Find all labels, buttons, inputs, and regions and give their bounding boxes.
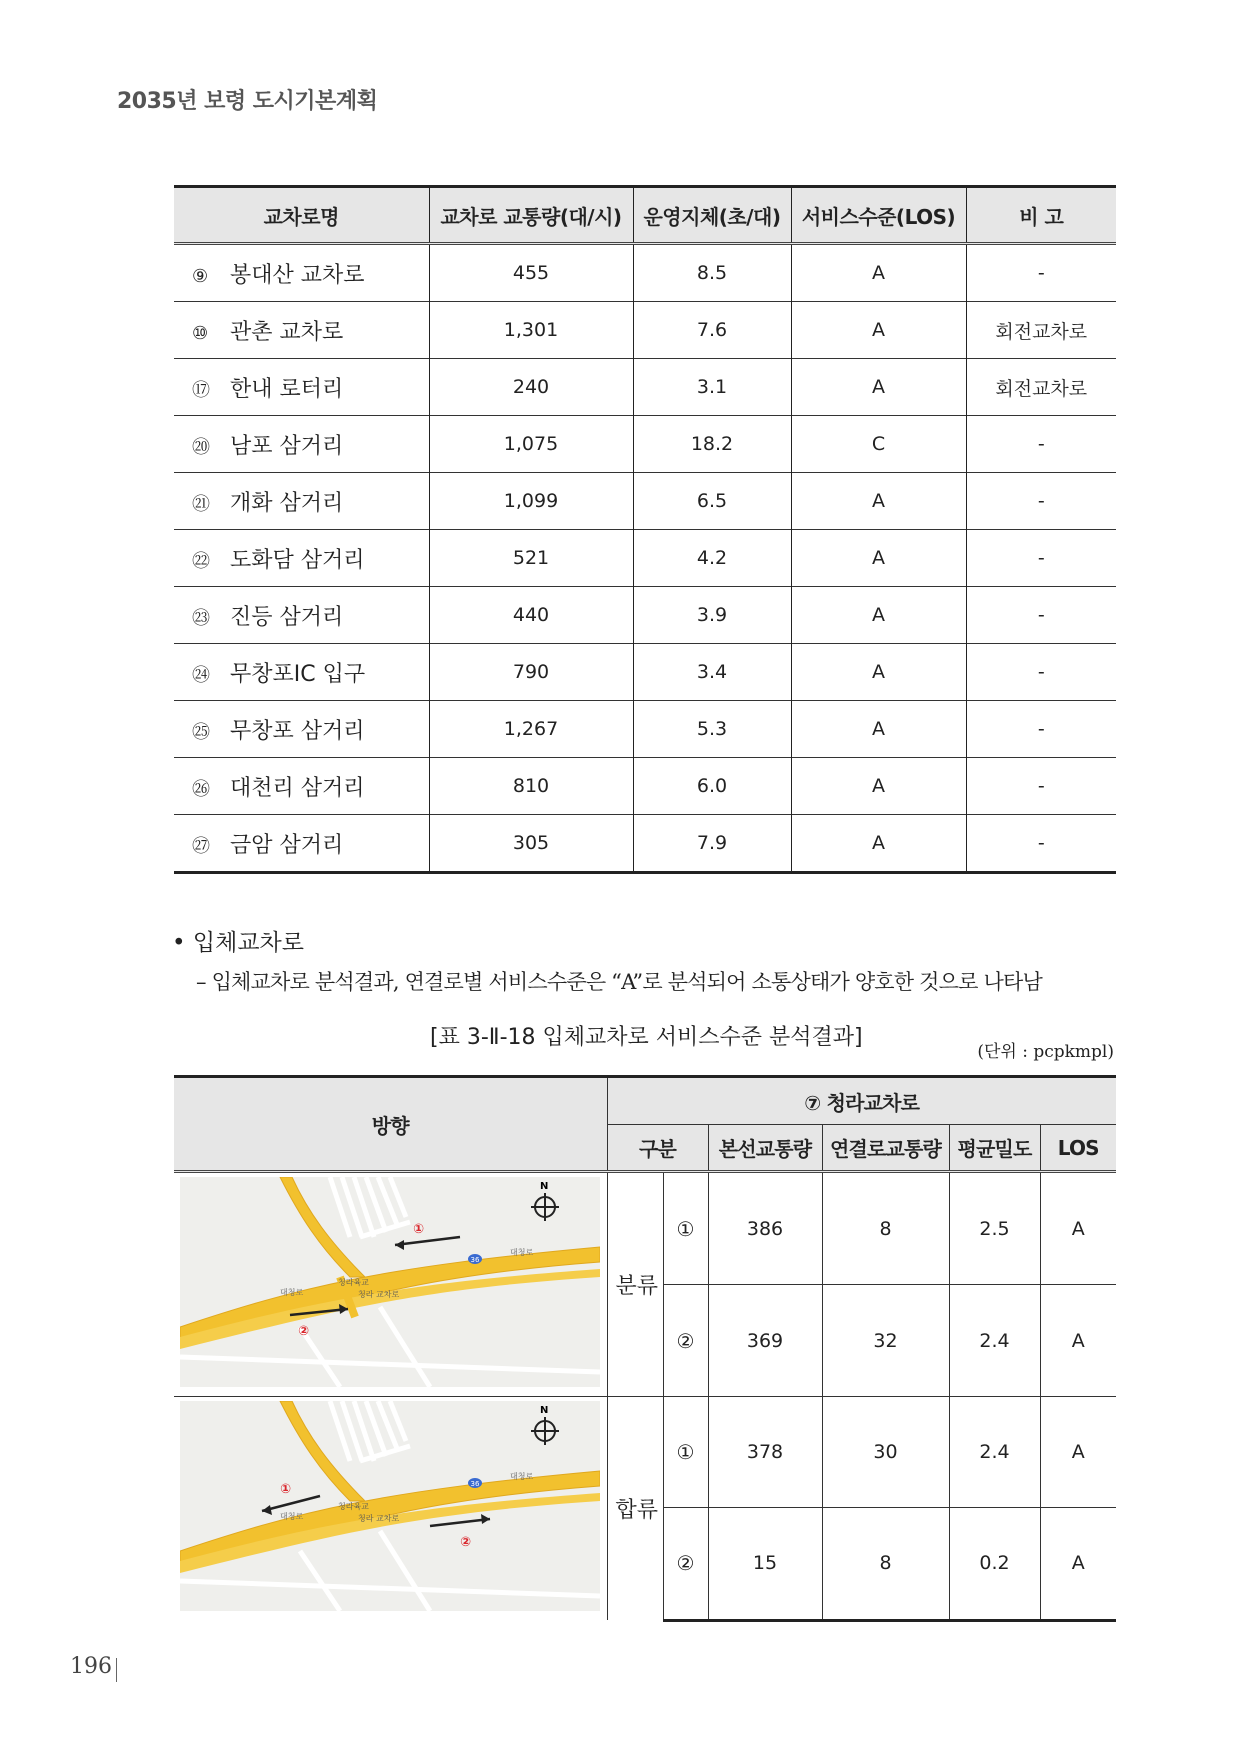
traffic-volume: 521 (429, 530, 633, 587)
ramp-volume: 32 (822, 1285, 949, 1397)
intersection-number: ㉔ (192, 664, 210, 686)
row-number: ② (676, 1328, 695, 1353)
service-level: A (791, 815, 966, 873)
table-row (174, 416, 1116, 473)
note: - (966, 644, 1116, 701)
intersection-name: 한내 로터리 (230, 376, 344, 402)
traffic-volume: 240 (429, 359, 633, 416)
intersection-name-cell (174, 815, 429, 873)
note: - (966, 758, 1116, 815)
intersection-number: ⑳ (192, 436, 210, 458)
map-road-east: 대청로 (510, 1472, 534, 1481)
intersection-name: 대천리 삼거리 (230, 775, 365, 801)
operating-delay: 8.5 (633, 244, 791, 302)
service-level: C (791, 416, 966, 473)
subheader-los: LOS (1040, 1125, 1116, 1172)
intersection-name-cell (174, 701, 429, 758)
operating-delay: 7.9 (633, 815, 791, 873)
table-row (174, 473, 1116, 530)
col-header-name: 교차로명 (174, 187, 429, 244)
intersection-number: ㉑ (192, 493, 210, 515)
service-level: A (791, 701, 966, 758)
operating-delay: 18.2 (633, 416, 791, 473)
intersection-number: ㉕ (192, 721, 210, 743)
los: A (1040, 1285, 1116, 1397)
subheader-density: 평균밀도 (949, 1125, 1040, 1172)
ramp-volume: 8 (822, 1508, 949, 1620)
operating-delay: 6.5 (633, 473, 791, 530)
operating-delay: 3.9 (633, 587, 791, 644)
intersection-los-table (174, 185, 1116, 874)
service-level: A (791, 244, 966, 302)
row-number: ① (676, 1216, 695, 1241)
intersection-name-cell (174, 530, 429, 587)
subheader-division: 구분 (607, 1125, 708, 1172)
intersection-name-cell (174, 587, 429, 644)
note: - (966, 701, 1116, 758)
service-level: A (791, 758, 966, 815)
intersection-name: 남포 삼거리 (230, 433, 344, 459)
intersection-name-cell (174, 473, 429, 530)
intersection-name-cell (174, 359, 429, 416)
traffic-volume: 1,267 (429, 701, 633, 758)
merge-map (174, 1397, 607, 1621)
traffic-volume: 440 (429, 587, 633, 644)
main-volume: 378 (708, 1397, 822, 1508)
intersection-name-cell (174, 644, 429, 701)
map-route: 36 (470, 1256, 480, 1264)
interchange-map-merge (180, 1401, 600, 1611)
service-level: A (791, 359, 966, 416)
intersection-number: ⑰ (192, 379, 210, 401)
map-bridge-label: 청라육교 (338, 1278, 370, 1287)
note: - (966, 416, 1116, 473)
interchange-header: ⑦ 청라교차로 (607, 1077, 1116, 1125)
page-number: 196 (70, 1654, 112, 1679)
col-header-note: 비 고 (966, 187, 1116, 244)
note: 회전교차로 (966, 359, 1116, 416)
table-row (174, 644, 1116, 701)
service-level: A (791, 587, 966, 644)
col-header-volume: 교차로 교통량(대/시) (429, 187, 633, 244)
intersection-name: 금암 삼거리 (230, 832, 344, 858)
map-road-west: 대청로 (280, 1512, 304, 1521)
table-row (174, 701, 1116, 758)
intersection-name: 진등 삼거리 (230, 604, 344, 630)
page-number-divider (116, 1658, 117, 1682)
intersection-name-cell (174, 302, 429, 359)
map-route: 36 (470, 1480, 480, 1488)
direction-header: 방향 (174, 1077, 607, 1172)
service-level: A (791, 473, 966, 530)
traffic-volume: 305 (429, 815, 633, 873)
row-number: ① (676, 1440, 695, 1465)
intersection-name-cell (174, 416, 429, 473)
map-road-west: 대청로 (280, 1288, 304, 1297)
table-header-row (174, 187, 1116, 244)
map-bridge-label: 청라육교 (338, 1502, 370, 1511)
running-header: 2035년 보령 도시기본계획 (117, 89, 378, 114)
intersection-number: ㉒ (192, 550, 210, 572)
intersection-number: ㉗ (192, 835, 210, 857)
group-label: 분류 (607, 1172, 663, 1397)
main-volume: 15 (708, 1508, 822, 1620)
map-marker-1: ① (413, 1222, 425, 1237)
map-marker-1: ① (280, 1482, 292, 1497)
density: 2.4 (949, 1397, 1040, 1508)
subheader-ramp-volume: 연결로교통량 (822, 1125, 949, 1172)
traffic-volume: 790 (429, 644, 633, 701)
row-number: ② (676, 1551, 695, 1576)
col-header-los: 서비스수준(LOS) (791, 187, 966, 244)
intersection-name: 무창포 삼거리 (230, 718, 365, 744)
map-junction-label: 청라 교차로 (358, 1514, 400, 1523)
los: A (1040, 1172, 1116, 1285)
traffic-volume: 455 (429, 244, 633, 302)
ramp-volume: 8 (822, 1172, 949, 1285)
interchange-los-table (174, 1075, 1116, 1622)
north-label: N (540, 1405, 549, 1416)
col-header-delay: 운영지체(초/대) (633, 187, 791, 244)
main-volume: 386 (708, 1172, 822, 1285)
service-level: A (791, 302, 966, 359)
los: A (1040, 1508, 1116, 1620)
traffic-volume: 1,075 (429, 416, 633, 473)
intersection-number: ⑩ (192, 322, 209, 344)
map-junction-label: 청라 교차로 (358, 1290, 400, 1299)
table-row (174, 359, 1116, 416)
map-marker-2: ② (298, 1324, 310, 1339)
table-caption: [표 3-Ⅱ-18 입체교차로 서비스수준 분석결과] (430, 1025, 863, 1050)
intersection-number: ㉖ (192, 778, 210, 800)
intersection-name-cell (174, 244, 429, 302)
density: 2.5 (949, 1172, 1040, 1285)
table-row (174, 815, 1116, 873)
section-description: – 입체교차로 분석결과, 연결로별 서비스수준은 “A”로 분석되어 소통상태가 양호한 것으로 나타남 (196, 970, 1042, 994)
unit-label: (단위 : pcpkmpl) (977, 1042, 1114, 1062)
operating-delay: 3.4 (633, 644, 791, 701)
note: - (966, 244, 1116, 302)
traffic-volume: 1,301 (429, 302, 633, 359)
operating-delay: 5.3 (633, 701, 791, 758)
intersection-number: ⑨ (192, 265, 209, 287)
table-row (174, 244, 1116, 302)
density: 0.2 (949, 1508, 1040, 1620)
section-bullet: • 입체교차로 (172, 930, 304, 956)
diverge-map (174, 1172, 607, 1397)
ramp-volume: 30 (822, 1397, 949, 1508)
note: - (966, 815, 1116, 873)
note: - (966, 530, 1116, 587)
operating-delay: 3.1 (633, 359, 791, 416)
group-label: 합류 (607, 1397, 663, 1621)
north-label: N (540, 1181, 549, 1192)
los: A (1040, 1397, 1116, 1508)
service-level: A (791, 644, 966, 701)
traffic-volume: 810 (429, 758, 633, 815)
intersection-name: 봉대산 교차로 (230, 262, 365, 288)
traffic-volume: 1,099 (429, 473, 633, 530)
main-volume: 369 (708, 1285, 822, 1397)
service-level: A (791, 530, 966, 587)
table-row (174, 758, 1116, 815)
note: 회전교차로 (966, 302, 1116, 359)
table-row (174, 530, 1116, 587)
table-row (174, 302, 1116, 359)
intersection-name: 도화담 삼거리 (230, 547, 365, 573)
map-road-east: 대청로 (510, 1248, 534, 1257)
map-marker-2: ② (460, 1535, 472, 1550)
intersection-number: ㉓ (192, 607, 210, 629)
operating-delay: 6.0 (633, 758, 791, 815)
operating-delay: 4.2 (633, 530, 791, 587)
note: - (966, 587, 1116, 644)
note: - (966, 473, 1116, 530)
table-row (174, 587, 1116, 644)
subheader-main-volume: 본선교통량 (708, 1125, 822, 1172)
interchange-map-diverge (180, 1177, 600, 1387)
operating-delay: 7.6 (633, 302, 791, 359)
intersection-name-cell (174, 758, 429, 815)
intersection-name: 관촌 교차로 (230, 319, 344, 345)
intersection-name: 개화 삼거리 (230, 490, 344, 516)
intersection-name: 무창포IC 입구 (230, 661, 366, 687)
density: 2.4 (949, 1285, 1040, 1397)
